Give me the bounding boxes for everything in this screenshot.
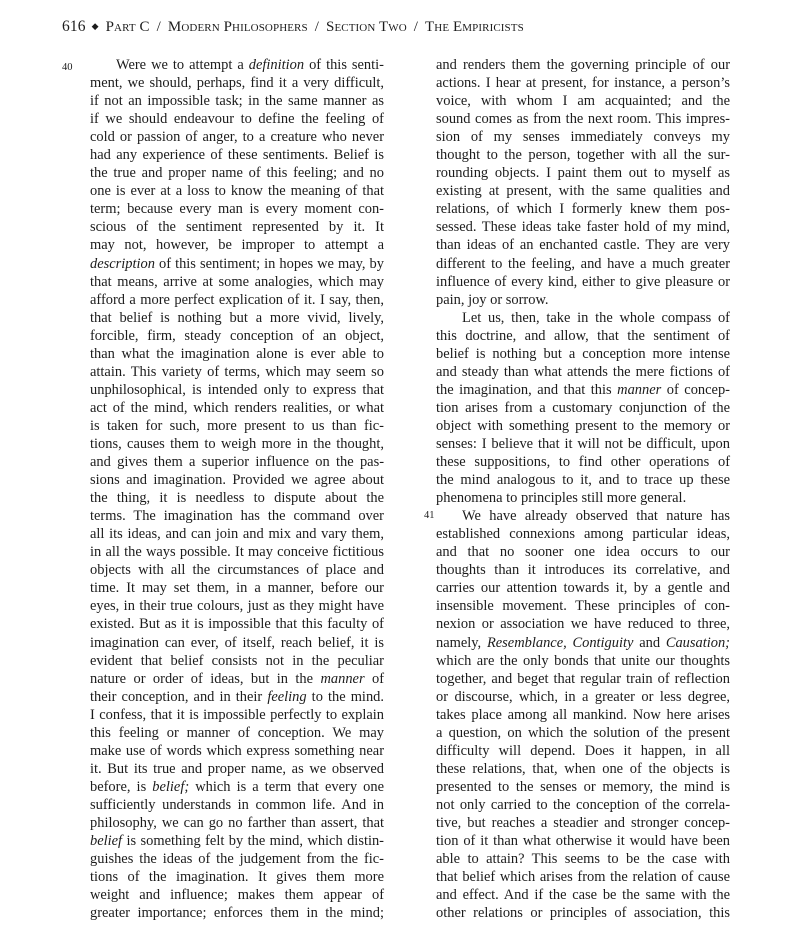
text-line: presented to the senses or memory, the mind is <box>436 778 730 795</box>
text-line: that means, arrive at some analogies, which may <box>90 273 384 290</box>
text-line: and that no sooner one idea occurs to our <box>436 544 730 561</box>
text-line: the mind analogous to it, and to trace up these <box>436 472 730 489</box>
text-line: phenomena to principles still more general. <box>436 490 687 507</box>
text-line: guishes the ideas of the judgement from the fic- <box>90 851 384 868</box>
text-line: Were we to attempt a definition of this senti- <box>116 57 384 73</box>
text-line: tions, causes them to weigh more in the thought, <box>90 435 384 452</box>
text-line: nexion or association we have reduced to three, <box>436 616 730 633</box>
italic-term: definition <box>248 57 305 73</box>
italic-term: feeling <box>267 688 307 705</box>
text-line: namely, Resemblance, Contiguity and Causation; <box>436 634 730 651</box>
text-line: a question, on which the solution of the present <box>436 724 730 741</box>
text-line: term; because every man is every moment con- <box>90 201 384 218</box>
header-title: Modern Philosophers <box>167 19 308 35</box>
italic-term: description <box>90 255 155 272</box>
text-line: time. It may set them, in a manner, before our <box>90 580 384 597</box>
text-line: these relations, that, when one of the objects is <box>436 760 730 777</box>
header-separator: / <box>156 19 161 35</box>
text-line: thoughts than it introduces its correlative, and <box>436 562 730 579</box>
text-line: nature or order of ideas, but in the manner of <box>90 670 384 687</box>
text-line: eyes, in their true colours, just as they might have <box>90 598 384 615</box>
text-line: if we should endeavour to define the feeling of <box>90 111 384 128</box>
text-line: that belief which arises from the relation of cause <box>436 869 730 886</box>
text-line: if not an impossible task; in the same manner as <box>90 93 384 110</box>
text-line: objects with all the circumstances of place and <box>90 562 384 579</box>
text-line: may not, however, be improper to attempt a <box>90 237 384 254</box>
text-line: that belief is nothing but a more vivid, lively, <box>90 309 384 326</box>
text-line: weight and influence; makes them appear of <box>90 887 384 904</box>
text-line: tive, but reaches a steadier and stronger concep- <box>436 814 730 831</box>
text-line: one is ever at a loss to know the meaning of that <box>90 183 384 200</box>
text-line: sufficiently understands in common life. And in <box>90 796 384 813</box>
paragraph-number-40: 40 <box>62 62 73 73</box>
text-line: terms. The imagination has the command over <box>90 508 384 525</box>
text-line: unphilosophical, is intended only to express that <box>90 381 384 398</box>
text-line: together, and beget that regular train of reflection <box>436 670 730 687</box>
text-line: greater importance; enforces them in the mind; <box>90 905 384 922</box>
text-line: description of this sentiment; in hopes we may, by <box>90 255 384 272</box>
text-line: other relations or principles of association, this <box>436 905 730 922</box>
header-part: Part C <box>105 19 150 35</box>
text-line: it. But its true and proper name, as we observed <box>90 760 384 777</box>
text-line: and gives them a superior influence on the pas- <box>90 454 384 471</box>
text-line: senses: I believe that it will not be difficult, upon <box>436 435 730 452</box>
text-line: and renders them the governing principle of our <box>436 57 730 73</box>
italic-term: belief <box>90 833 123 850</box>
text-line: cold or passion of anger, to a creature who never <box>90 129 384 146</box>
italic-term: Causation; <box>665 634 730 651</box>
text-line: rounding objects. I paint them out to myself as <box>436 165 730 182</box>
text-line: object with something present to the memory or <box>436 417 730 434</box>
text-line: insensible movement. These principles of con- <box>436 598 730 615</box>
italic-term: Resemblance, Contiguity <box>486 634 634 651</box>
text-line: these suppositions, to find other operations of <box>436 454 730 471</box>
text-line: the true and proper name of this feeling; and no <box>90 165 384 182</box>
text-line: before, is belief; which is a term that every one <box>90 778 385 795</box>
text-line: sion of my senses immediately conveys my <box>436 129 730 146</box>
text-line: existed. But as it is impossible that this faculty of <box>90 616 384 633</box>
text-line: belief is nothing but a conception more intense <box>436 345 730 362</box>
text-line: pain, joy or sorrow. <box>436 291 549 308</box>
text-line: ment, we should, perhaps, find it a very difficult, <box>90 75 384 92</box>
diamond-ornament-icon: ◆ <box>91 21 99 31</box>
text-line: sessed. These ideas take faster hold of my mind, <box>436 219 730 236</box>
text-line: in all the ways possible. It may conceive fictitious <box>90 544 384 561</box>
page-number: 616 <box>62 18 86 35</box>
running-header <box>62 18 742 36</box>
text-line: attain. This variety of terms, which may seem so <box>90 363 384 380</box>
text-line: and steady than what attends the mere fictions of <box>436 363 730 380</box>
text-line: this doctrine, and allow, that the sentiment of <box>436 327 730 344</box>
text-line: takes place among all mankind. Now here arises <box>436 706 730 723</box>
italic-term: belief; <box>152 778 190 795</box>
paragraph-number-41: 41 <box>424 510 435 521</box>
text-line: which are the only bonds that unite our thoughts <box>436 652 730 669</box>
text-line: not only carried to the conception of the correla- <box>436 796 730 813</box>
text-line: I confess, that it is impossible perfectly to explain <box>90 706 384 723</box>
text-line: this feeling or manner of conception. We may <box>90 724 384 741</box>
text-line: We have already observed that nature has <box>462 508 730 525</box>
left-text-column <box>90 56 384 922</box>
text-line: tions of the imagination. It gives them more <box>90 869 384 886</box>
text-line: and effect. And if the case be the same with the <box>436 887 730 904</box>
text-line: sound comes as from the next room. This impres- <box>436 111 730 128</box>
text-line: established connexions among particular ideas, <box>436 526 730 543</box>
text-line: sions and imagination. Provided we agree about <box>90 472 384 489</box>
text-line: existing at present, with the same qualities and <box>436 183 730 200</box>
text-line: their conception, and in their feeling to the mind. <box>90 688 384 705</box>
text-line: than ideas of an enchanted castle. They are very <box>436 237 730 254</box>
header-separator: / <box>314 19 319 35</box>
text-line: than what the imagination alone is ever able to <box>90 345 384 362</box>
text-line: make use of words which express something near <box>90 742 384 759</box>
text-line: all its ideas, and can join and mix and vary them, <box>90 526 384 543</box>
text-line: scious of the sentiment represented by it. It <box>90 219 384 236</box>
text-line: voice, with whom I am acquainted; and the <box>436 93 730 110</box>
text-line: Let us, then, take in the whole compass of <box>462 309 730 326</box>
text-line: relations, of which I formerly knew them pos- <box>436 201 730 218</box>
right-text-column <box>436 56 730 922</box>
header-subtitle: The Empiricists <box>425 19 524 35</box>
text-line: imagination can ever, of itself, reach belief, it is <box>90 634 384 651</box>
header-separator: / <box>413 19 419 35</box>
text-line: forcible, firm, steady conception of an object, <box>90 327 384 344</box>
header-section: Section Two <box>326 19 407 35</box>
text-line: belief is something felt by the mind, which distin- <box>90 833 384 850</box>
text-line: influence of every kind, either to give pleasure or <box>436 273 730 290</box>
text-line: evident that belief consists not in the peculiar <box>90 652 384 669</box>
text-line: different to the feeling, and have a much greater <box>436 255 730 272</box>
text-line: philosophy, we can go no farther than assert, that <box>90 814 384 831</box>
text-line: tion of it than what otherwise it would have been <box>436 833 730 850</box>
text-line: the thing, it is needless to dispute about the <box>90 490 384 507</box>
text-line: able to attain? This seems to be the case with <box>436 851 730 868</box>
text-line: is taken for such, more present to us than fic- <box>90 417 384 434</box>
text-line: actions. I hear at present, for instance, a person’s <box>436 75 730 92</box>
italic-term: manner <box>617 381 662 398</box>
text-line: thought to the person, together with all the sur- <box>436 147 730 164</box>
text-line: afford a more perfect explication of it. I say, then, <box>90 291 384 308</box>
text-line: carries our attention towards it, by a gentle and <box>436 580 730 597</box>
text-line: the imagination, and that this manner of concep- <box>436 381 730 398</box>
text-line: had any experience of these sentiments. Belief is <box>90 147 384 164</box>
text-line: tion arises from a customary conjunction of the <box>436 399 730 416</box>
italic-term: manner <box>320 670 365 687</box>
text-line: difficulty will depend. Does it happen, in all <box>436 742 730 759</box>
text-line: or discourse, which, in a greater or less degree, <box>436 688 730 705</box>
text-line: act of the mind, which renders realities, or what <box>90 399 384 416</box>
